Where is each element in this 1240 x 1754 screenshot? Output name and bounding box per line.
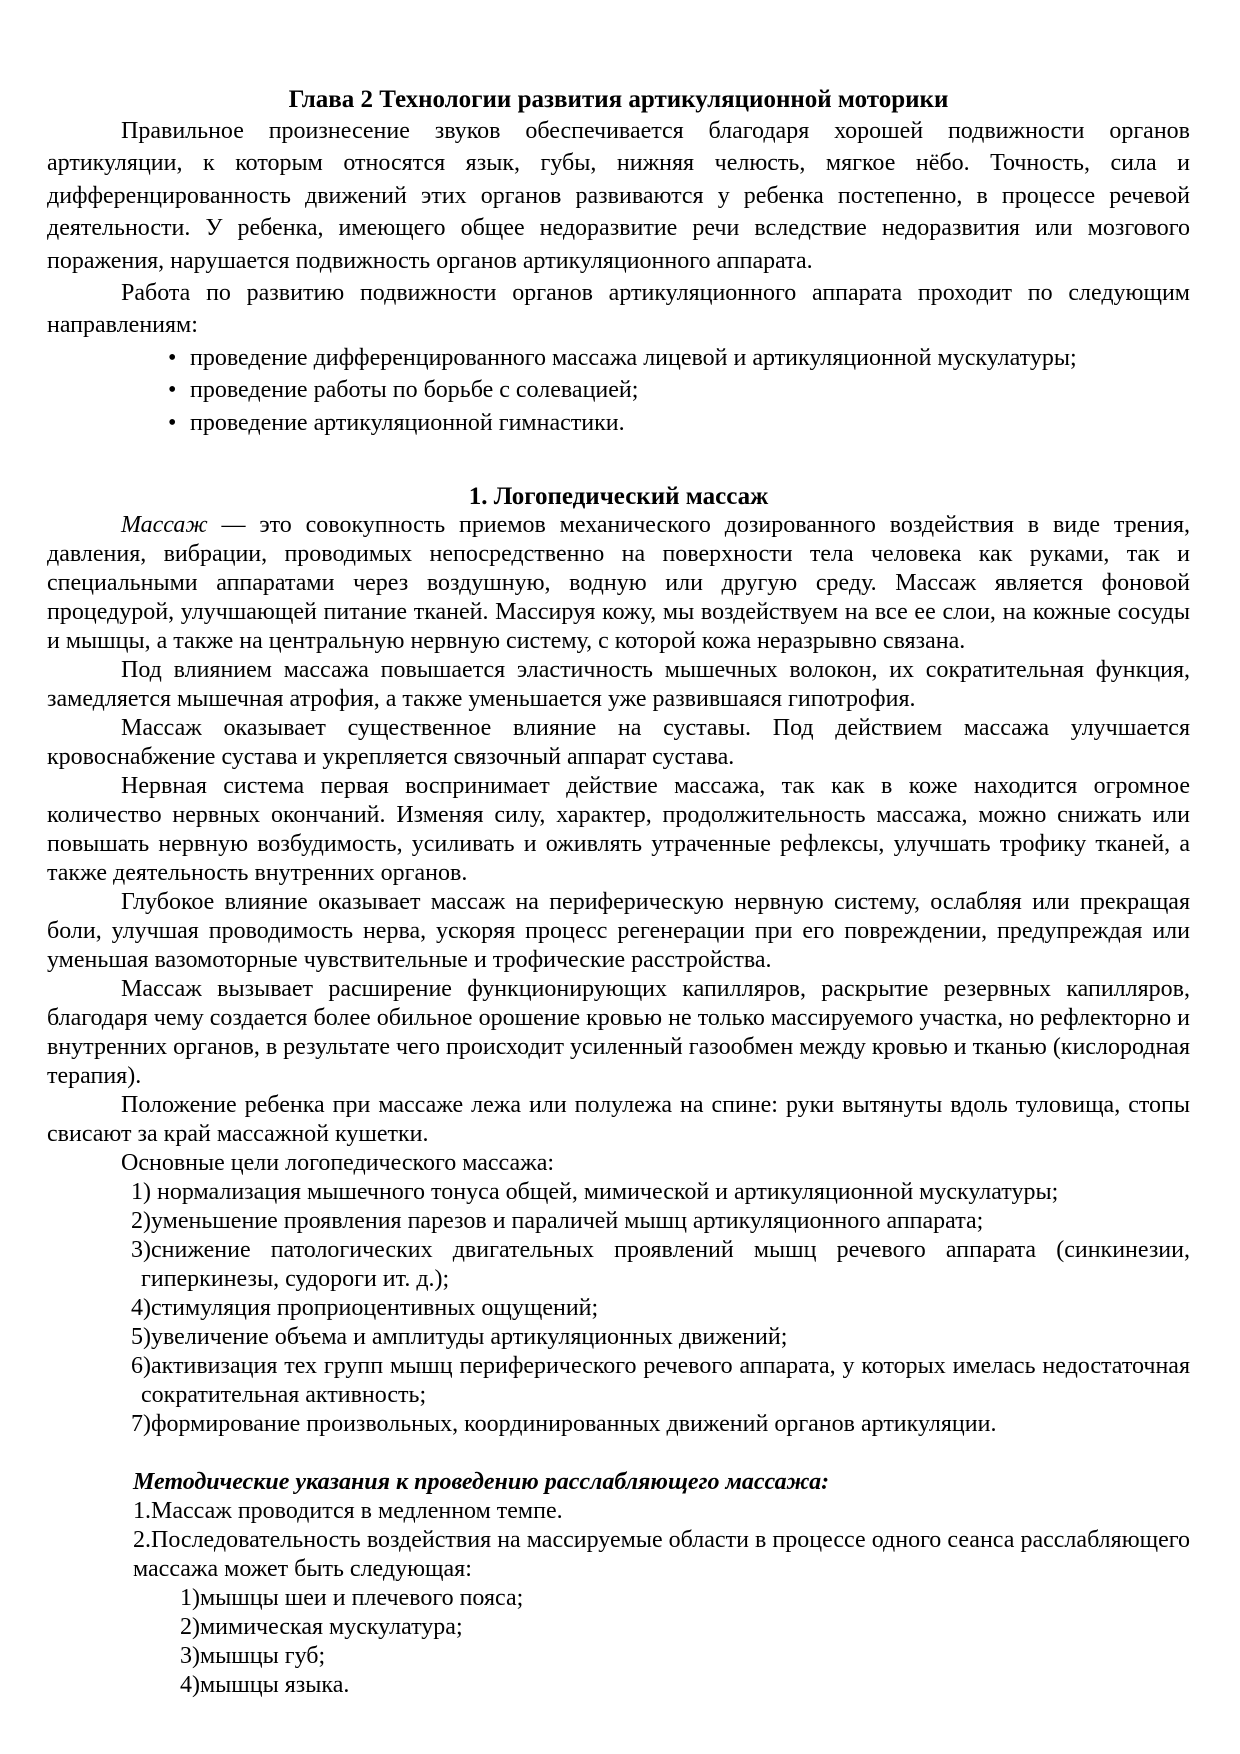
intro-paragraph-1: Правильное произнесение звуков обеспечивается благодаря хорошей подвижности органов артикуляции, к которым относятся язык, губы, нижняя челюсть, мягкое нёбо. Точность, сила и дифференцированность движений этих органов развиваются у ребенка постепенно, в процессе речевой деятельности. У ребенка, имеющего общее недоразвитие речи вследствие недоразвития или мозгового поражения, нарушается подвижность органов артикуляционного аппарата. (47, 118, 1190, 274)
bullet-icon: • (168, 409, 177, 436)
paragraph-peripheral-nervous-system: Глубокое влияние оказывает массаж на периферическую нервную систему, ослабляя или прекращая боли, улучшая проводимость нерва, ускоряя процесс регенерации при его повреждении, предупреждая или уменьшая вазомоторные чувствительные и трофические расстройства. (47, 889, 1190, 974)
goals-intro: Основные цели логопедического массажа: (121, 1150, 555, 1177)
directions-bullet-list (47, 342, 1190, 439)
guidelines-section (133, 1468, 1190, 1700)
paragraph-capillaries: Массаж вызывает расширение функционирующих капилляров, раскрытие резервных капилляров, благодаря чему создается более обильное орошение кровью не только массируемого участка, но рефлекторно и внутренних органов, в результате чего происходит усиленный газообмен между кровью и тканью (кислородная терапия). (47, 976, 1190, 1090)
paragraph-muscle-elasticity: Под влиянием массажа повышается эластичность мышечных волокон, их сократительная функция, замедляется мышечная атрофия, а также уменьшается уже развившаяся гипотрофия. (47, 657, 1190, 713)
area-item: 3)мышцы губ; (180, 1643, 326, 1670)
goal-item: 4)стимуляция проприоцентивных ощущений; (131, 1295, 599, 1322)
paragraph-child-position: Положение ребенка при массаже лежа или полулежа на спине: руки вытянуты вдоль туловища, стопы свисают за край массажной кушетки. (47, 1092, 1190, 1148)
bullet-icon: • (168, 344, 177, 371)
term-massage: Массаж (121, 512, 208, 539)
section-1-heading: 1. Логопедический массаж (468, 483, 769, 511)
massage-definition-text: — это совокупность приемов механического дозированного воздействия в виде трения, давления, вибрации, проводимых непосредственно на поверхности тела человека как руками, так и специальными аппаратами через воздушную, водную или другую среду. Массаж является фоновой процедурой, улучшающей питание тканей. Массируя кожу, мы воздействуем на все ее слои, на кожные сосуды и мышцы, а также на центральную нервную систему, с которой кожа неразрывно связана. (47, 512, 1190, 655)
bullet-item-text: проведение дифференцированного массажа лицевой и артикуляционной мускулатуры; (190, 344, 1077, 371)
bullet-icon: • (168, 377, 177, 404)
goal-item: 2)уменьшение проявления парезов и параличей мышц артикуляционного аппарата; (131, 1208, 984, 1235)
guideline-step: 1.Массаж проводится в медленном темпе. (133, 1498, 563, 1525)
bullet-item-text: проведение артикуляционной гимнастики. (190, 409, 625, 436)
goals-list (47, 1178, 1190, 1439)
bullet-item-text: проведение работы по борьбе с солевацией; (190, 377, 639, 404)
paragraph-nervous-system: Нервная система первая воспринимает действие массажа, так как в коже находится огромное количество нервных окончаний. Изменяя силу, характер, продолжительность массажа, можно снижать или повышать нервную возбудимость, усиливать и оживлять утраченные рефлексы, улучшать трофику тканей, а также деятельность внутренних органов. (47, 773, 1190, 887)
guideline-step: 2.Последовательность воздействия на массируемые области в процессе одного сеанса расслабляющего массажа может быть следующая: (133, 1527, 1190, 1583)
area-item: 4)мышцы языка. (180, 1672, 350, 1699)
bullet-item (168, 407, 1190, 439)
goal-item: 3)снижение патологических двигательных проявлений мышц речевого аппарата (синкинезии, гиперкинезы, судороги ит. д.); (131, 1237, 1190, 1293)
guidelines-heading: Методические указания к проведению расслабляющего массажа: (133, 1469, 830, 1496)
massage-areas-list (133, 1584, 1190, 1700)
paragraph-joints: Массаж оказывает существенное влияние на суставы. Под действием массажа улучшается кровоснабжение сустава и укрепляется связочный аппарат сустава. (47, 715, 1190, 771)
area-item: 2)мимическая мускулатура; (180, 1614, 463, 1641)
intro-section (47, 115, 1190, 439)
goal-item: 5)увеличение объема и амплитуды артикуляционных движений; (131, 1324, 788, 1351)
intro-paragraph-2: Работа по развитию подвижности органов артикуляционного аппарата проходит по следующим направлениям: (47, 280, 1190, 339)
bullet-item (168, 374, 1190, 406)
area-item: 1)мышцы шеи и плечевого пояса; (180, 1585, 524, 1612)
section-1-body (47, 511, 1190, 1439)
massage-definition-paragraph (47, 511, 1190, 656)
bullet-item (168, 342, 1190, 374)
goal-item: 1) нормализация мышечного тонуса общей, мимической и артикуляционной мускулатуры; (131, 1179, 1059, 1206)
goal-item: 6)активизация тех групп мышц периферического речевого аппарата, у которых имелась недостаточная сократительная активность; (131, 1353, 1190, 1409)
page-title: Глава 2 Технологии развития артикуляционной моторики (288, 86, 949, 113)
goal-item: 7)формирование произвольных, координированных движений органов артикуляции. (131, 1411, 997, 1438)
